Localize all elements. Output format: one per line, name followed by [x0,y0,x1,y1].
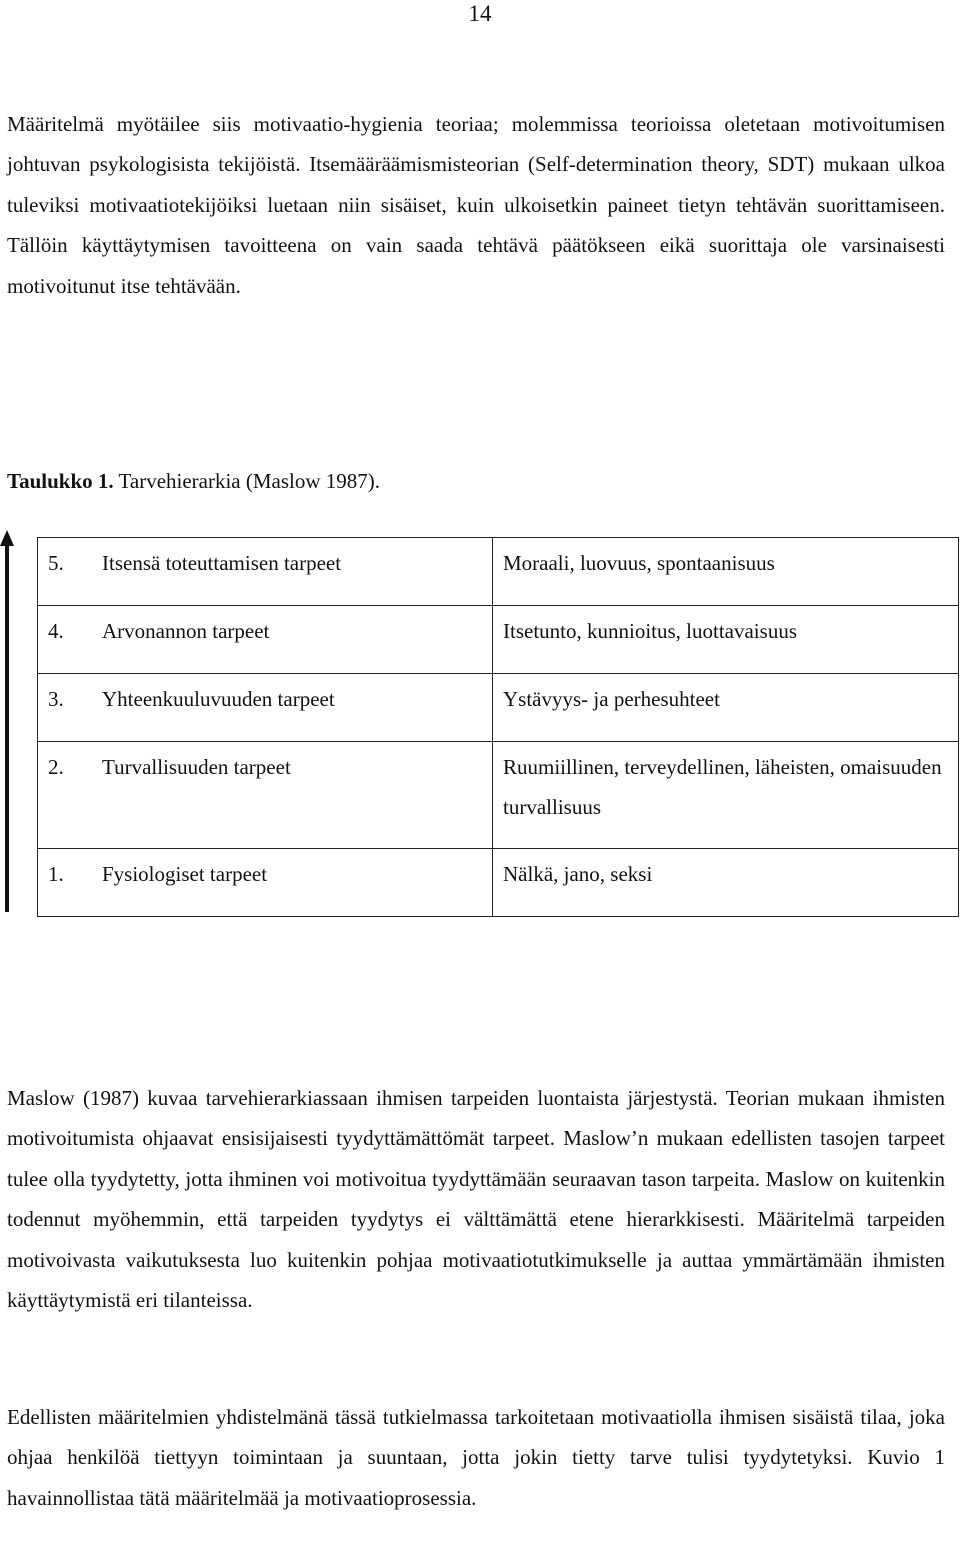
hierarchy-up-arrow-icon [0,530,14,912]
need-examples: Itsetunto, kunnioitus, luottavaisuus [493,606,959,674]
need-name: Itsensä toteuttamisen tarpeet [102,538,493,606]
need-examples: Nälkä, jano, seksi [493,849,959,917]
table-caption [7,466,380,496]
level-number: 5. [38,538,103,606]
need-name: Fysiologiset tarpeet [102,849,493,917]
level-number: 3. [38,674,103,742]
table-row-level-5 [38,538,959,606]
level-number: 1. [38,849,103,917]
table-row-level-2 [38,742,959,849]
need-examples: Moraali, luovuus, spontaanisuus [493,538,959,606]
level-number: 4. [38,606,103,674]
need-name: Yhteenkuuluvuuden tarpeet [102,674,493,742]
body-paragraph-definition: Edellisten määritelmien yhdistelmänä tässä tutkielmassa tarkoitetaan motivaatiolla ihmisen sisäistä tilaa, joka ohjaa henkilöä tiettyyn toimintaan ja suuntaan, jotta jokin tietty tarve tulisi tyydytetyksi. Kuvio 1 havainnollistaa tätä määritelmää ja motivaatioprosessia. [7,1405,945,1510]
need-examples: Ruumiillinen, terveydellinen, läheisten, omaisuuden turvallisuus [493,742,959,849]
page-number: 14 [468,1,492,26]
need-hierarchy-table [37,537,959,917]
table-caption-label: Taulukko 1. [7,469,114,493]
table-caption-text: Tarvehierarkia (Maslow 1987). [118,469,381,493]
table-row-level-1 [38,849,959,917]
level-number: 2. [38,742,103,849]
body-paragraph-motivation-hygiene: Määritelmä myötäilee siis motivaatio-hygienia teoriaa; molemmissa teorioissa oletetaan motivoitumisen johtuvan psykologisista tekijöistä. Itsemääräämismisteorian (Self-determination theory, SDT) mukaan ulkoa tuleviksi motivaatiotekijöiksi luetaan niin sisäiset, kuin ulkoisetkin paineet tietyn tehtävän suorittamiseen. Tällöin käyttäytymisen tavoitteena on vain saada tehtävä päätökseen eikä suorittaja ole varsinaisesti motivoitunut itse tehtävään. [7,112,945,298]
need-name: Turvallisuuden tarpeet [102,742,493,849]
body-paragraph-maslow: Maslow (1987) kuvaa tarvehierarkiassaan ihmisen tarpeiden luontaista järjestystä. Teorian mukaan ihmisten motivoitumista ohjaavat ensisijaisesti tyydyttämättömät tarpeet. Maslow’n mukaan edellisten tasojen tarpeet tulee olla tyydytetty, jotta ihminen voi motivoitua tyydyttämään seuraavan tason tarpeita. Maslow on kuitenkin todennut myöhemmin, että tarpeiden tyydytys ei välttämättä etene hierarkkisesti. Määritelmä tarpeiden motivoivasta vaikutuksesta luo kuitenkin pohjaa motivaatiotutkimukselle ja auttaa ymmärtämään ihmisten käyttäytymistä eri tilanteissa. [7,1086,945,1313]
need-name: Arvonannon tarpeet [102,606,493,674]
table-row-level-4 [38,606,959,674]
table-row-level-3 [38,674,959,742]
need-examples: Ystävyys- ja perhesuhteet [493,674,959,742]
